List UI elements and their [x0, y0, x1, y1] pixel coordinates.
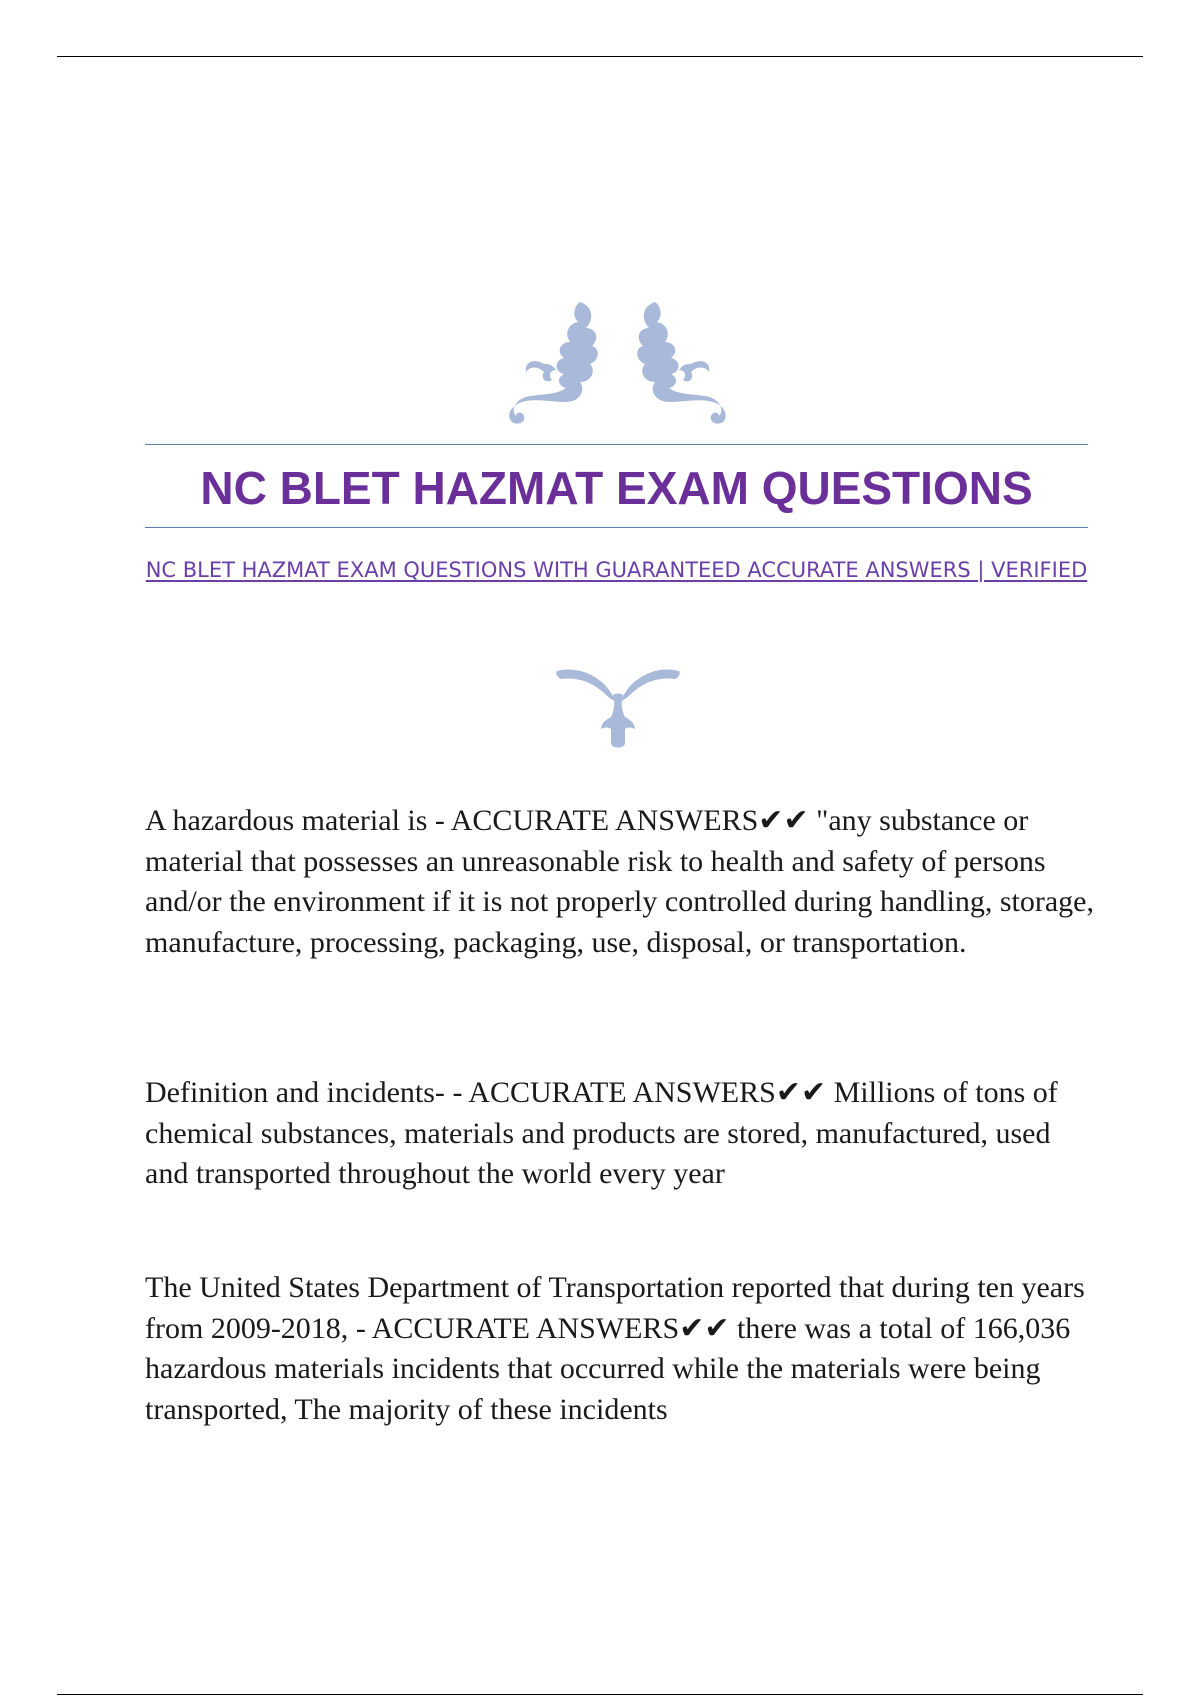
qa-entry	[145, 801, 1100, 963]
title-bottom-rule	[145, 527, 1088, 528]
page-title: NC BLET HAZMAT EXAM QUESTIONS	[200, 462, 1033, 514]
page-header-rule	[57, 56, 1143, 57]
accurate-answers-marker: - ACCURATE ANSWERS✔✔	[452, 1076, 827, 1109]
subtitle-link[interactable]: NC BLET HAZMAT EXAM QUESTIONS WITH GUARANTEED ACCURATE ANSWERS | VERIFIED	[145, 558, 1088, 582]
question-text: A hazardous material is	[145, 804, 428, 837]
qa-entry	[145, 1268, 1100, 1430]
answer-text: Millions of tons of chemical substances, materials and products are stored, manufactured, used and transported throughout the world every year	[145, 1076, 1058, 1190]
answer-text: there was a total of 166,036 hazardous materials incidents that occurred while the materials were being transported, The majority of these incidents	[145, 1311, 1071, 1426]
floral-divider-icon	[555, 665, 681, 749]
qa-entry	[145, 1073, 1100, 1195]
floral-scroll-icon	[500, 298, 735, 426]
accurate-answers-marker: - ACCURATE ANSWERS✔✔	[434, 804, 809, 837]
question-text: Definition and incidents-	[145, 1076, 445, 1109]
page-footer-rule	[57, 1694, 1143, 1695]
title-top-rule	[145, 444, 1088, 445]
question-text: The United States Department of Transportation reported that during ten years from 2009-2018,	[145, 1271, 1085, 1345]
accurate-answers-marker: - ACCURATE ANSWERS✔✔	[355, 1311, 730, 1345]
answer-text: "any substance or material that possesses an unreasonable risk to health and safety of persons and/or the environment if it is not properly controlled during handling, storage, manufacture, processing, packaging, use, disposal, or transportation.	[145, 804, 1094, 959]
